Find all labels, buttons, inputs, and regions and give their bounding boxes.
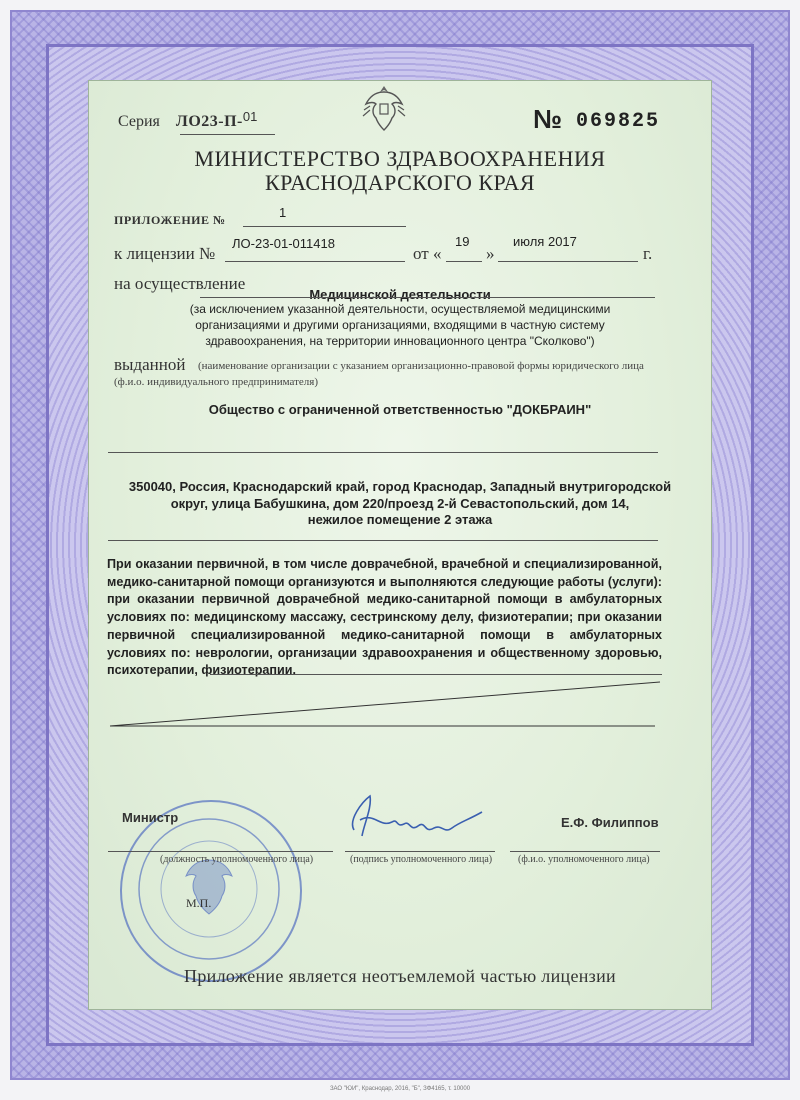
signature-caption: (подпись уполномоченного лица) <box>350 854 493 865</box>
services-underline <box>210 674 662 675</box>
signature-underline <box>345 851 495 852</box>
signatory-name: Е.Ф. Филиппов <box>561 815 659 830</box>
series-code: ЛО23-П- <box>175 113 243 130</box>
address-line1: 350040, Россия, Краснодарский край, город Краснодар, Западный внутригородской <box>128 479 672 494</box>
name-caption: (ф.и.о. уполномоченного лица) <box>518 854 650 865</box>
activity-underline <box>200 297 655 298</box>
position-caption: (должность уполномоченного лица) <box>160 854 314 865</box>
number-value: 069825 <box>575 110 660 133</box>
organization-underline <box>108 452 658 453</box>
activity-note-line3: здравоохранения, на территории инновационного центра "Сколково") <box>205 334 595 348</box>
blank-space-cancel-line <box>100 680 670 730</box>
license-date-quote: » <box>486 244 495 263</box>
name-underline <box>510 851 660 852</box>
issued-label: выданной <box>114 355 186 374</box>
activity-note-line2: организациями и другими организациями, входящими в частную систему <box>195 318 605 332</box>
appendix-number: 1 <box>279 205 287 220</box>
coat-of-arms-icon <box>356 80 412 136</box>
license-month-year: июля 2017 <box>513 234 577 249</box>
license-day: 19 <box>455 234 470 249</box>
activity-note-line1: (за исключением указанной деятельности, осуществляемой медицинскими <box>189 302 611 316</box>
address-line2: округ, улица Бабушкина, дом 220/проезд 2-й Севастопольский, дом 14, <box>170 496 630 511</box>
official-stamp <box>120 800 302 982</box>
address-line3: нежилое помещение 2 этажа <box>307 512 493 527</box>
ministry-title-line2: КРАСНОДАРСКОГО КРАЯ <box>264 170 536 195</box>
license-number: ЛО-23-01-011418 <box>232 236 335 251</box>
license-prefix: к лицензии № <box>114 244 216 263</box>
issued-hint-line2: (ф.и.о. индивидуального предпринимателя) <box>114 376 318 388</box>
license-day-underline <box>446 261 482 262</box>
number-symbol: № <box>533 104 562 134</box>
signatory-position: Министр <box>122 810 179 825</box>
signature-mark <box>340 790 500 850</box>
activity-title: Медицинской деятельности <box>309 287 491 302</box>
organization-name: Общество с ограниченной ответственностью "ДОКБРАИН" <box>208 402 592 417</box>
series-label: Серия <box>118 113 160 130</box>
services-paragraph: При оказании первичной, в том числе доврачебной, врачебной и специализированной, медико-санитарной помощи организуются и выполняются следующие работы (услуги): при оказании первичной доврачебной медико-санитарной помощи в амбулаторных условиях по: медицинскому массажу, сестринскому делу, физиотерапии; при оказании первичной специализированной медико-санитарной помощи в амбулаторных условиях по: неврологии, организации здравоохранения и общественному здоровью, психотерапии, физиотерапии. <box>107 557 662 678</box>
stamp-place-label: М.П. <box>186 896 212 910</box>
activity-label: на осуществление <box>114 274 246 293</box>
position-underline <box>108 851 333 852</box>
printer-imprint: ЗАО "ЮИ", Краснодар, 2016, "Б", ЗФ4165, т. 10000 <box>329 1086 471 1092</box>
footer-note: Приложение является неотъемлемой частью лицензии <box>184 966 616 986</box>
series-underline <box>180 134 275 135</box>
appendix-label: ПРИЛОЖЕНИЕ № <box>114 213 226 227</box>
form-number <box>533 104 660 135</box>
series-suffix: 01 <box>242 109 258 124</box>
license-number-underline <box>225 261 405 262</box>
license-date-from: от « <box>413 244 442 263</box>
license-year-suffix: г. <box>643 244 653 263</box>
issued-hint-line1: (наименование организации с указанием организационно-правовой формы юридического лица <box>198 360 644 372</box>
ministry-title-line1: МИНИСТЕРСТВО ЗДРАВООХРАНЕНИЯ <box>194 146 606 171</box>
address-underline <box>108 540 658 541</box>
license-month-underline <box>498 261 638 262</box>
appendix-underline <box>243 226 406 227</box>
series-field <box>118 109 258 131</box>
